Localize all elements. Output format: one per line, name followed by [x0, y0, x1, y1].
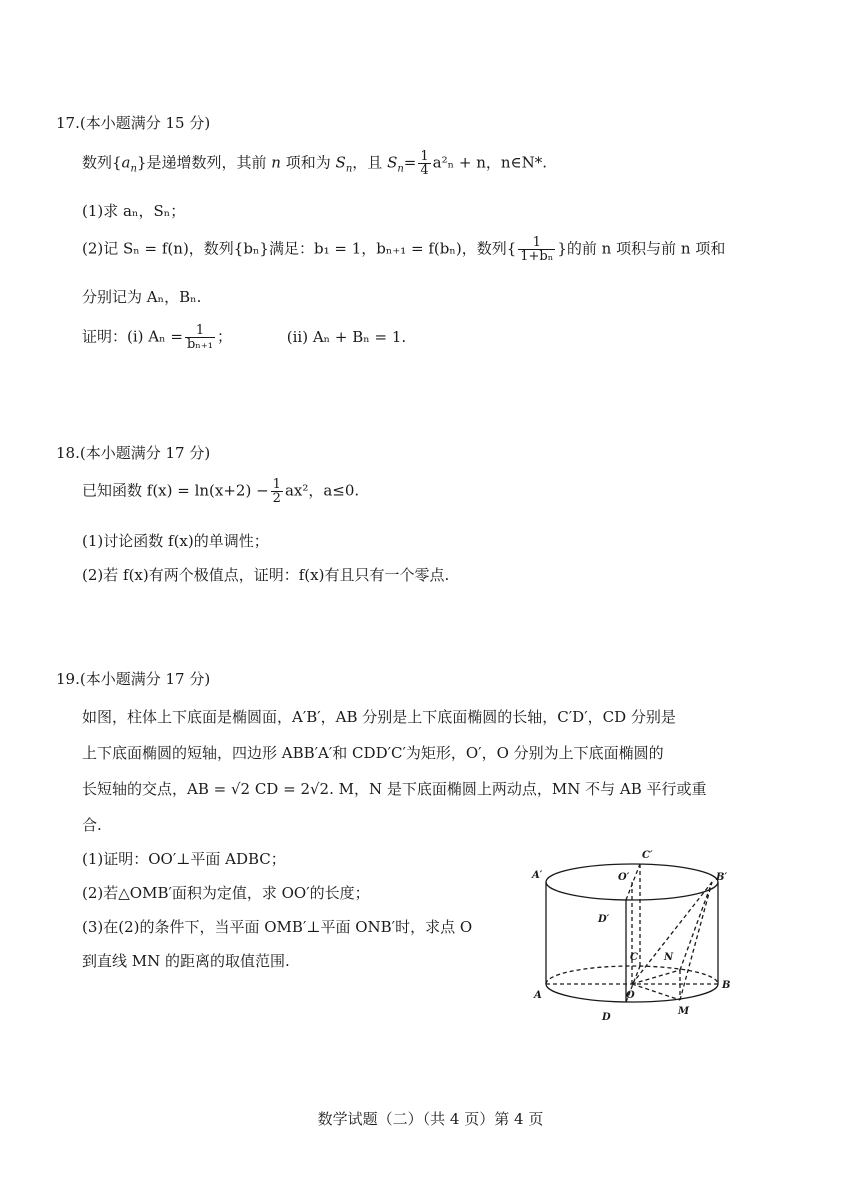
- q17-part1: (1)求 aₙ，Sₙ；: [82, 202, 186, 220]
- line-on: [632, 970, 680, 984]
- label-a1: A′: [532, 870, 543, 881]
- q17-proof-text: 证明：(i) Aₙ =: [82, 327, 183, 346]
- page-footer: 数学试题（二）（共 4 页）第 4 页: [317, 1110, 544, 1128]
- q17-text3: 项和为: [285, 153, 331, 172]
- q17-text4: ，且: [352, 153, 383, 172]
- q17-proof-sep: ；: [216, 327, 232, 346]
- label-n: N: [664, 952, 674, 963]
- line-mb1: [680, 882, 712, 1000]
- q19-part3: (3)在(2)的条件下，当平面 OMB′⊥平面 ONB′时，求点 O: [82, 918, 473, 936]
- label-d: D: [602, 1012, 611, 1023]
- q18-text: 已知函数 f(x) = ln(x+2) −: [82, 481, 269, 500]
- q19-line4: 合.: [82, 816, 102, 834]
- q17-part2-line2: 分别记为 Aₙ，Bₙ.: [82, 288, 202, 306]
- label-d1: D′: [598, 914, 610, 925]
- q17-fraction: [418, 150, 430, 177]
- q17-p2-text: (2)记 Sₙ = f(n)，数列{bₙ}满足：b₁ = 1，bₙ₊₁ = f(bₙ)，数列{: [82, 239, 517, 258]
- frac-num: 1: [195, 323, 205, 338]
- q19-line2: 上下底面椭圆的短轴，四边形 ABB′A′和 CDD′C′为矩形，O′，O 分别为上下底面椭圆的: [82, 744, 664, 762]
- q19-part1: (1)证明：OO′⊥平面 ADBC；: [82, 850, 286, 868]
- q17-sub-n3: n: [397, 163, 404, 175]
- label-c1: C′: [642, 850, 653, 861]
- label-o: O: [626, 990, 635, 1001]
- label-a: A: [534, 990, 542, 1001]
- label-b: B: [722, 980, 731, 991]
- q17-sub-n: n: [130, 163, 137, 175]
- label-b1: B′: [716, 872, 728, 883]
- q17-tail: a²ₙ + n，n∈N*.: [432, 153, 548, 172]
- q19-line3: 长短轴的交点，AB = √2 CD = 2√2. M，N 是下底面椭圆上两动点，MN 不与 AB 平行或重: [82, 780, 707, 798]
- q17-p2-post: }的前 n 项积与前 n 项和: [557, 239, 726, 258]
- cylinder-figure: [528, 842, 740, 1034]
- frac-den: 1+bₙ: [520, 249, 554, 264]
- q18-fraction: [271, 478, 283, 505]
- q17-text: 数列{: [82, 153, 122, 172]
- q17-part2: [82, 236, 725, 263]
- q18-post: ax²，a≤0.: [284, 481, 360, 500]
- q17-p2-fraction: [518, 236, 555, 263]
- frac-den: bₙ₊₁: [186, 337, 213, 352]
- frac-den: 4: [420, 163, 429, 178]
- frac-num: 1: [272, 477, 281, 492]
- frac-num: 1: [420, 149, 429, 164]
- label-o1: O′: [618, 872, 630, 883]
- q17-var-a: a: [121, 153, 131, 172]
- q19-part3-line2: 到直线 MN 的距离的取值范围.: [82, 952, 290, 970]
- q18-part1: (1)讨论函数 f(x)的单调性；: [82, 532, 269, 550]
- line-ob1: [632, 882, 712, 984]
- q17-var-S2: S: [387, 153, 398, 172]
- line-om: [632, 984, 680, 1000]
- q19-header: 19.(本小题满分 17 分): [56, 670, 211, 688]
- q17-proof-ii: (ii) Aₙ + Bₙ = 1.: [286, 327, 407, 346]
- q17-var-n: n: [271, 153, 281, 172]
- line-nb1: [680, 882, 712, 970]
- label-m: M: [678, 1006, 690, 1017]
- q17-sub-n2: n: [345, 163, 353, 175]
- q17-eq: =: [403, 153, 417, 172]
- q18-header: 18.(本小题满分 17 分): [56, 444, 211, 462]
- q18-statement: [82, 478, 359, 505]
- label-c: C: [630, 952, 638, 963]
- q19-line1: 如图，柱体上下底面是椭圆面，A′B′，AB 分别是上下底面椭圆的长轴，C′D′，CD 分别是: [82, 708, 676, 726]
- q18-part2: (2)若 f(x)有两个极值点，证明：f(x)有且只有一个零点.: [82, 566, 450, 584]
- q17-header: 17.(本小题满分 15 分): [56, 114, 211, 132]
- q17-proof-fraction: [185, 324, 215, 351]
- frac-den: 2: [272, 491, 281, 506]
- q17-text2: }是递增数列，其前: [136, 153, 267, 172]
- frac-num: 1: [532, 235, 541, 250]
- q17-var-S: S: [335, 153, 346, 172]
- q17-statement: [82, 150, 547, 177]
- q17-proof: [82, 324, 406, 351]
- q19-part2: (2)若△OMB′面积为定值，求 OO′的长度；: [82, 884, 370, 902]
